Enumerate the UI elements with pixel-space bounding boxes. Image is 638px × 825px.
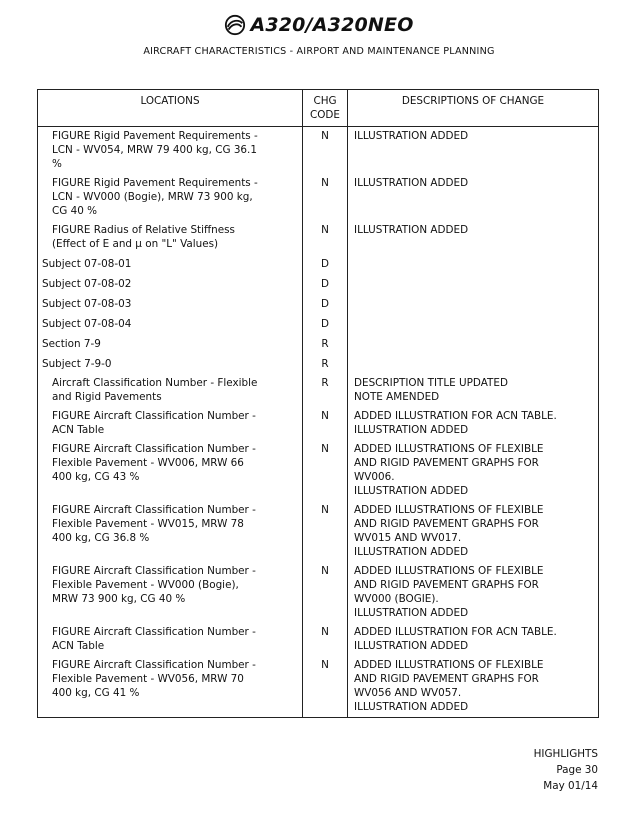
chg-code-cell: N [303, 656, 348, 718]
chg-code-cell: R [303, 374, 348, 407]
footer-date: May 01/14 [543, 780, 598, 792]
chg-code-cell: R [303, 334, 348, 354]
chg-code-cell: N [303, 501, 348, 562]
location-text: Subject 07-08-03 [42, 298, 132, 310]
location-text: FIGURE Aircraft Classification Number - [52, 626, 256, 638]
location-text: Subject 07-08-01 [42, 258, 132, 270]
description-cell [348, 254, 599, 274]
location-cell [38, 374, 303, 407]
chg-code-cell: N [303, 221, 348, 254]
description-text: ADDED ILLUSTRATIONS OF FLEXIBLE [354, 443, 544, 455]
location-text: FIGURE Radius of Relative Stiffness [52, 224, 235, 236]
location-cell [38, 254, 303, 274]
table-row [38, 407, 599, 440]
location-text: % [52, 158, 62, 170]
location-cell [38, 407, 303, 440]
description-cell [348, 274, 599, 294]
location-text: Subject 07-08-02 [42, 278, 132, 290]
location-text: FIGURE Aircraft Classification Number - [52, 504, 256, 516]
location-cell [38, 623, 303, 656]
description-text: ILLUSTRATION ADDED [354, 640, 469, 652]
description-text: ILLUSTRATION ADDED [354, 130, 469, 142]
description-cell [348, 374, 599, 407]
location-cell [38, 294, 303, 314]
table-row [38, 294, 599, 314]
chg-code-cell: N [303, 407, 348, 440]
location-cell [38, 656, 303, 718]
location-text: ACN Table [52, 640, 105, 652]
description-text: NOTE AMENDED [354, 391, 440, 403]
description-text: ADDED ILLUSTRATION FOR ACN TABLE. [354, 626, 557, 638]
location-text: FIGURE Rigid Pavement Requirements - [52, 177, 258, 189]
document-header [0, 14, 638, 57]
chg-code-cell: N [303, 562, 348, 623]
location-text: 400 kg, CG 43 % [52, 471, 140, 483]
chg-code-cell: D [303, 254, 348, 274]
chg-code-cell: D [303, 314, 348, 334]
description-text: WV006. [354, 471, 395, 483]
location-text: Aircraft Classification Number - Flexible [52, 377, 258, 389]
table-row [38, 562, 599, 623]
chg-code-cell: R [303, 354, 348, 374]
chg-code-cell: D [303, 294, 348, 314]
description-text: WV015 AND WV017. [354, 532, 462, 544]
location-text: and Rigid Pavements [52, 391, 162, 403]
location-cell [38, 314, 303, 334]
description-cell [348, 334, 599, 354]
location-cell [38, 174, 303, 221]
location-text: LCN - WV054, MRW 79 400 kg, CG 36.1 [52, 144, 257, 156]
description-text: ADDED ILLUSTRATIONS OF FLEXIBLE [354, 504, 544, 516]
location-text: CG 40 % [52, 205, 98, 217]
locations-header: LOCATIONS [38, 90, 303, 127]
location-text: 400 kg, CG 41 % [52, 687, 140, 699]
location-text: Flexible Pavement - WV015, MRW 78 [52, 518, 244, 530]
location-text: FIGURE Aircraft Classification Number - [52, 443, 256, 455]
table-row [38, 254, 599, 274]
description-cell [348, 562, 599, 623]
table-row [38, 334, 599, 354]
description-text: DESCRIPTION TITLE UPDATED [354, 377, 508, 389]
location-cell [38, 354, 303, 374]
table-header-row [38, 90, 599, 127]
location-text: FIGURE Aircraft Classification Number - [52, 410, 256, 422]
description-text: ILLUSTRATION ADDED [354, 701, 469, 713]
title-row [0, 14, 638, 36]
location-text: MRW 73 900 kg, CG 40 % [52, 593, 186, 605]
document-subtitle: AIRCRAFT CHARACTERISTICS - AIRPORT AND MAINTENANCE PLANNING [143, 46, 495, 57]
chg-code-cell: N [303, 127, 348, 175]
table-row [38, 354, 599, 374]
table-row [38, 314, 599, 334]
description-text: ADDED ILLUSTRATIONS OF FLEXIBLE [354, 565, 544, 577]
description-cell [348, 127, 599, 175]
description-text: AND RIGID PAVEMENT GRAPHS FOR [354, 457, 539, 469]
location-text: LCN - WV000 (Bogie), MRW 73 900 kg, [52, 191, 253, 203]
description-cell [348, 656, 599, 718]
location-text: Subject 7-9-0 [42, 358, 112, 370]
description-text: ILLUSTRATION ADDED [354, 177, 469, 189]
description-cell [348, 623, 599, 656]
table-row [38, 274, 599, 294]
description-cell [348, 407, 599, 440]
table-row [38, 174, 599, 221]
description-text: ILLUSTRATION ADDED [354, 424, 469, 436]
footer-section: HIGHLIGHTS [533, 748, 598, 760]
table-row [38, 656, 599, 718]
description-text: WV000 (BOGIE). [354, 593, 439, 605]
location-text: Section 7-9 [42, 338, 101, 350]
location-cell [38, 274, 303, 294]
description-text: ILLUSTRATION ADDED [354, 607, 469, 619]
table-body [38, 127, 599, 718]
description-text: AND RIGID PAVEMENT GRAPHS FOR [354, 579, 539, 591]
footer-page-number: Page 30 [556, 764, 598, 776]
description-text: ILLUSTRATION ADDED [354, 546, 469, 558]
location-text: FIGURE Rigid Pavement Requirements - [52, 130, 258, 142]
chg-code-header: CHG CODE [303, 90, 348, 127]
description-text: AND RIGID PAVEMENT GRAPHS FOR [354, 673, 539, 685]
location-cell [38, 127, 303, 175]
location-text: Flexible Pavement - WV006, MRW 66 [52, 457, 244, 469]
table-row [38, 440, 599, 501]
location-text: Subject 07-08-04 [42, 318, 132, 330]
location-text: FIGURE Aircraft Classification Number - [52, 565, 256, 577]
description-text: ILLUSTRATION ADDED [354, 224, 469, 236]
location-text: 400 kg, CG 36.8 % [52, 532, 150, 544]
chg-code-cell: D [303, 274, 348, 294]
table-row [38, 501, 599, 562]
table-row [38, 623, 599, 656]
location-text: Flexible Pavement - WV056, MRW 70 [52, 673, 244, 685]
descriptions-header: DESCRIPTIONS OF CHANGE [348, 90, 599, 127]
description-text: WV056 AND WV057. [354, 687, 462, 699]
chg-code-cell: N [303, 623, 348, 656]
table-row [38, 221, 599, 254]
location-cell [38, 562, 303, 623]
airbus-swirl-icon [224, 14, 246, 36]
location-cell [38, 221, 303, 254]
chg-code-cell: N [303, 174, 348, 221]
location-cell [38, 501, 303, 562]
location-cell [38, 440, 303, 501]
description-cell [348, 314, 599, 334]
description-text: ADDED ILLUSTRATION FOR ACN TABLE. [354, 410, 557, 422]
description-cell [348, 221, 599, 254]
table-row [38, 127, 599, 175]
description-cell [348, 354, 599, 374]
page-footer [534, 746, 598, 794]
description-cell [348, 440, 599, 501]
chg-code-cell: N [303, 440, 348, 501]
description-cell [348, 294, 599, 314]
location-text: (Effect of E and μ on "L" Values) [52, 238, 219, 250]
location-text: FIGURE Aircraft Classification Number - [52, 659, 256, 671]
document-title: A320/A320NEO [250, 14, 414, 36]
description-text: ADDED ILLUSTRATIONS OF FLEXIBLE [354, 659, 544, 671]
location-text: Flexible Pavement - WV000 (Bogie), [52, 579, 239, 591]
description-cell [348, 501, 599, 562]
location-text: ACN Table [52, 424, 105, 436]
description-cell [348, 174, 599, 221]
table-row [38, 374, 599, 407]
description-text: ILLUSTRATION ADDED [354, 485, 469, 497]
description-text: AND RIGID PAVEMENT GRAPHS FOR [354, 518, 539, 530]
changes-table [37, 89, 599, 718]
location-cell [38, 334, 303, 354]
